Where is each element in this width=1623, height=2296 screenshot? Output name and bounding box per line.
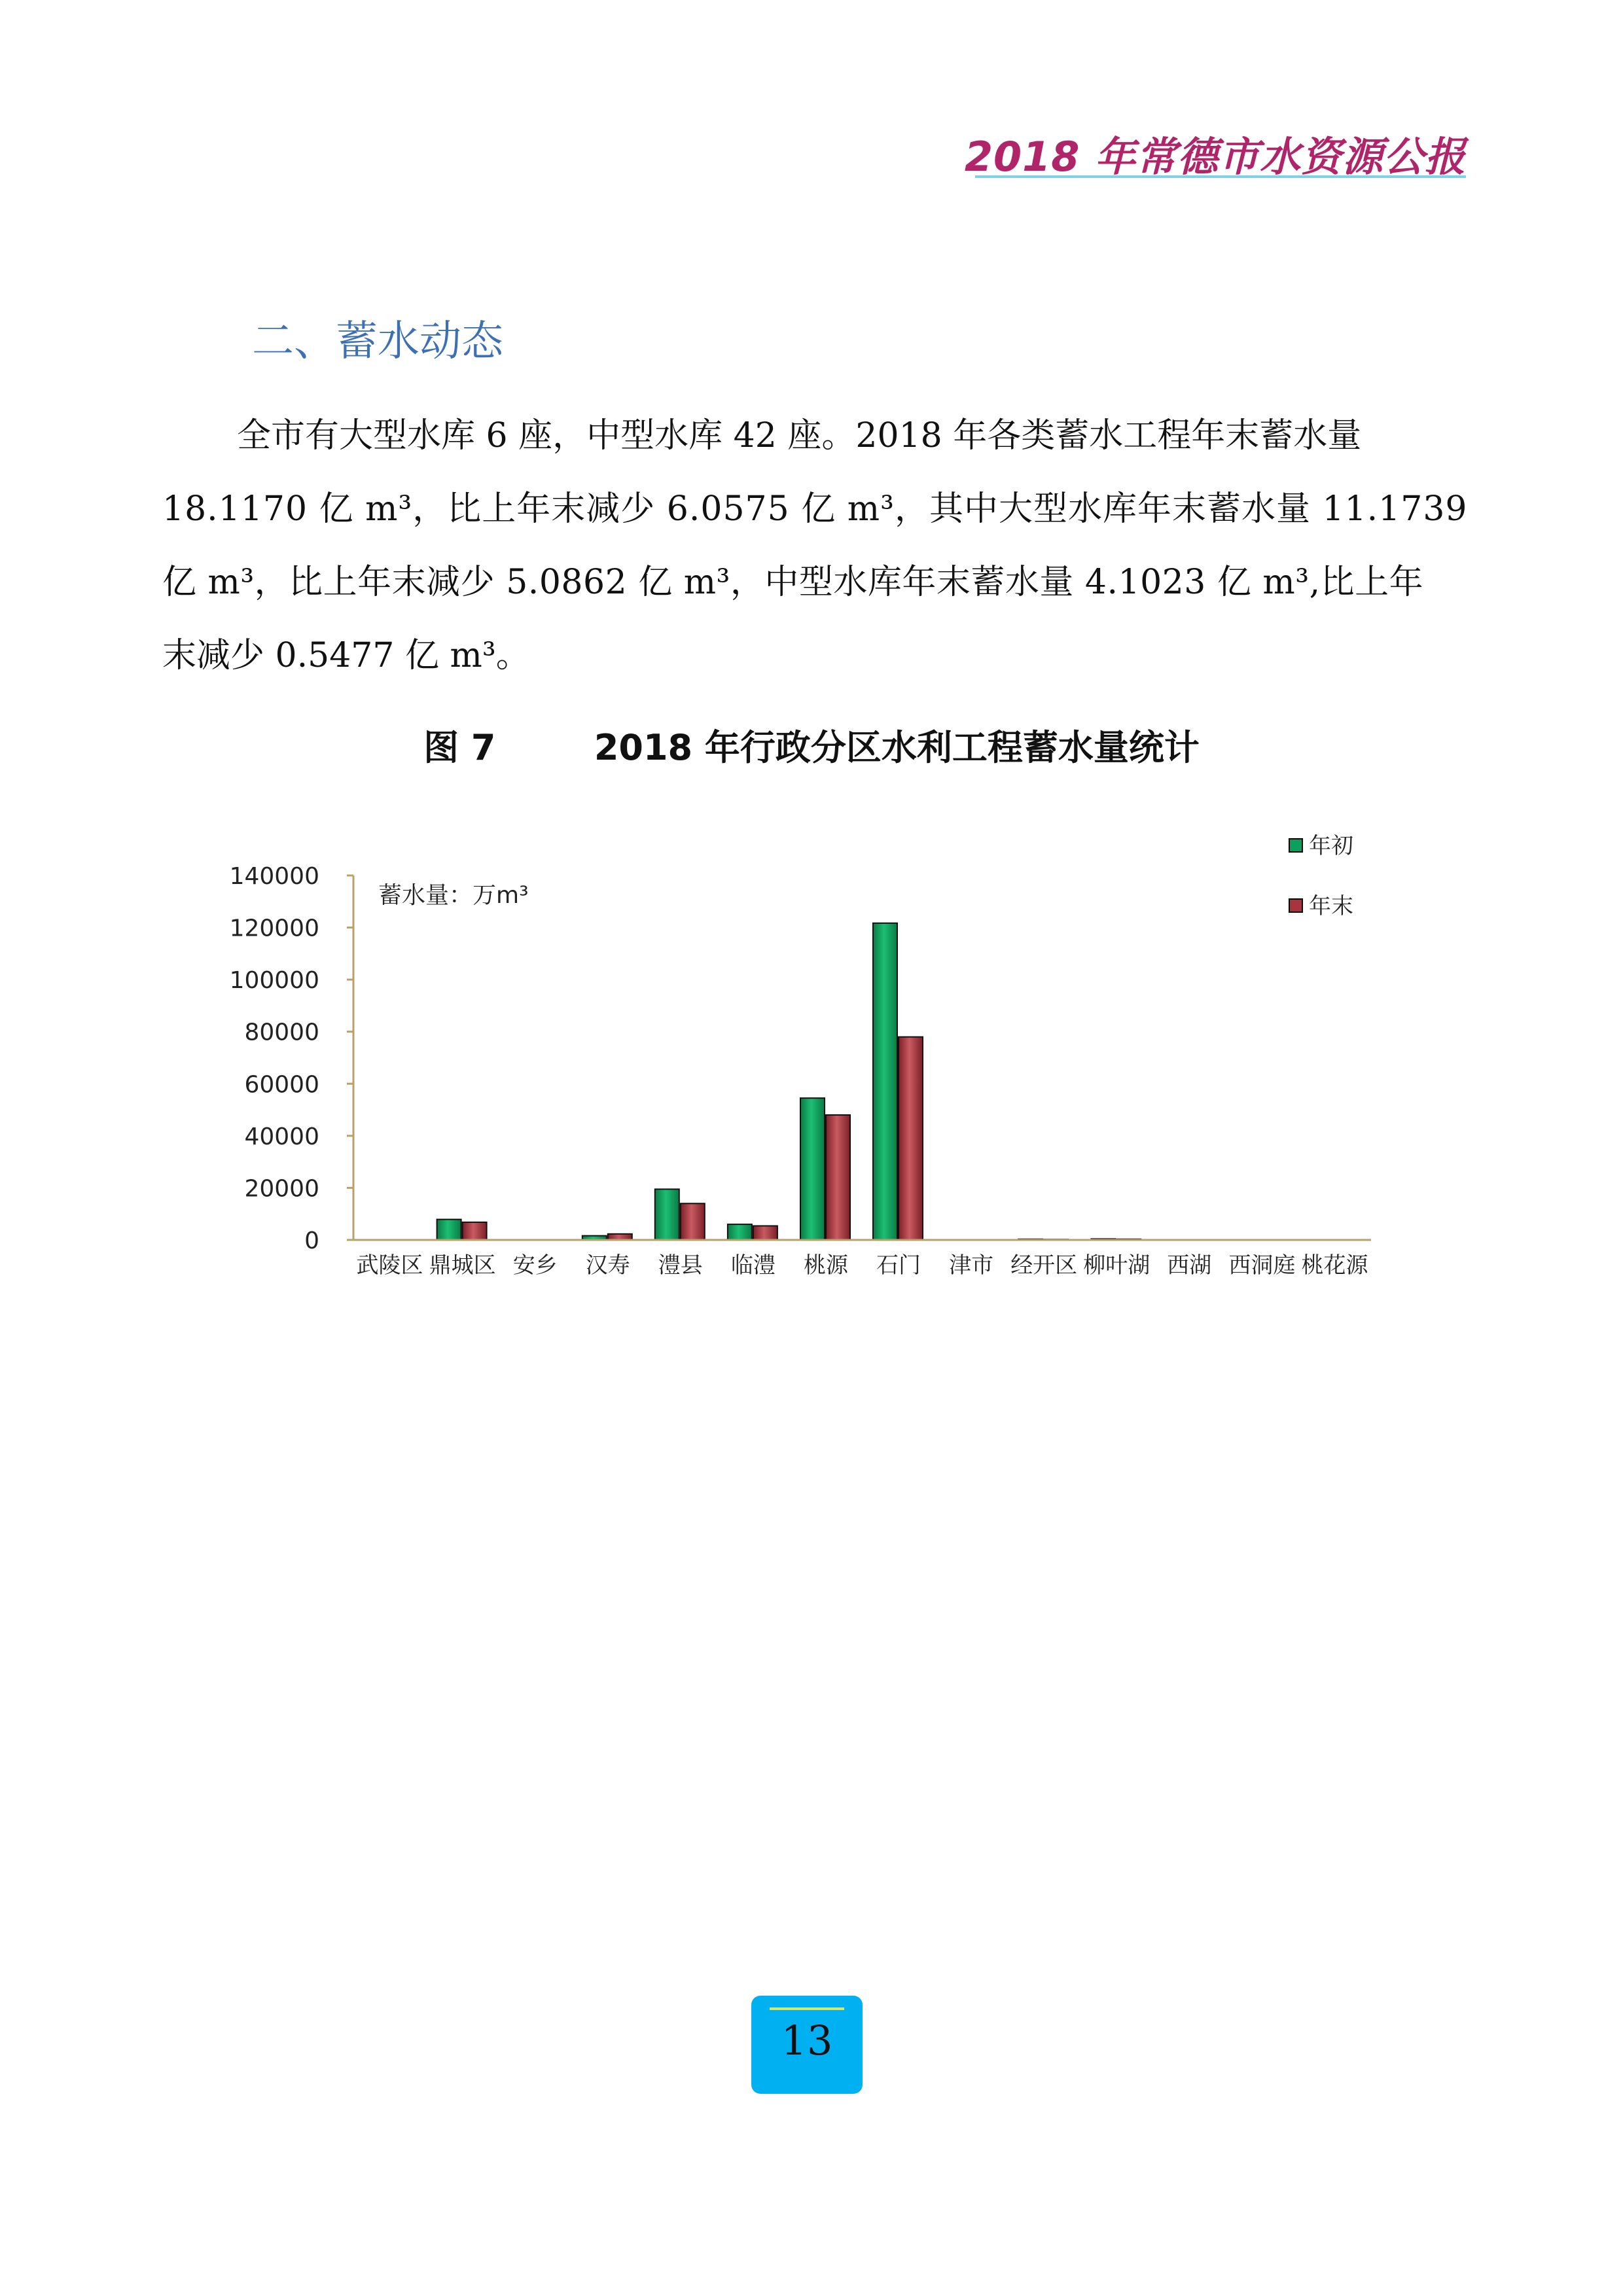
bar-start-8 (873, 923, 897, 1240)
x-tick-label-7: 桃源 (804, 1252, 848, 1279)
y-tick-label-0: 0 (304, 1227, 319, 1254)
chart-bars (437, 923, 1141, 1240)
section-heading: 二、蓄水动态 (252, 317, 503, 366)
chart-legend (1289, 833, 1353, 919)
y-tick-label-1: 20000 (244, 1175, 319, 1203)
bar-end-6 (753, 1226, 777, 1241)
x-tick-label-1: 武陵区 (356, 1252, 423, 1279)
x-tick-label-13: 西洞庭 (1228, 1252, 1296, 1279)
x-tick-label-9: 津市 (949, 1252, 994, 1279)
page-number-rule (770, 2007, 844, 2010)
y-tick-label-6: 120000 (229, 915, 319, 942)
legend-label-start: 年初 (1309, 833, 1353, 859)
x-tick-label-8: 石门 (876, 1252, 921, 1279)
chart-y-ticks (230, 863, 353, 1254)
bar-start-7 (800, 1098, 825, 1240)
y-tick-label-4: 80000 (244, 1019, 319, 1046)
x-tick-label-6: 临澧 (730, 1252, 776, 1279)
report-title: 2018 年常德市水资源公报 (964, 133, 1466, 181)
legend-swatch-start (1289, 839, 1302, 852)
page-number-badge (751, 1996, 863, 2094)
x-tick-label-14: 桃花源 (1301, 1252, 1368, 1279)
y-axis-label: 蓄水量：万m³ (378, 882, 529, 909)
x-tick-label-4: 汉寿 (585, 1252, 630, 1279)
legend-swatch-end (1289, 899, 1302, 912)
bar-end-7 (826, 1115, 850, 1240)
bar-start-6 (728, 1224, 752, 1240)
chart-x-ticks (357, 1252, 1369, 1279)
x-tick-label-10: 经开区 (1010, 1252, 1078, 1279)
bar-end-5 (681, 1203, 705, 1240)
x-tick-label-5: 澧县 (658, 1252, 703, 1279)
paragraph-line-2: 18.1170 亿 m³，比上年末减少 6.0575 亿 m³，其中大型水库年末蓄水量 11.1739 (162, 489, 1468, 529)
paragraph-line-4: 末减少 0.5477 亿 m³。 (162, 636, 530, 675)
bar-end-8 (899, 1037, 923, 1240)
figure-caption: 图 7 2018 年行政分区水利工程蓄水量统计 (423, 727, 1200, 768)
bar-end-2 (463, 1222, 487, 1240)
y-tick-label-5: 100000 (229, 967, 319, 995)
y-tick-label-7: 140000 (229, 863, 319, 890)
bar-start-2 (437, 1220, 461, 1240)
paragraph-line-1: 全市有大型水库 6 座，中型水库 42 座。2018 年各类蓄水工程年末蓄水量 (237, 416, 1362, 455)
page-number: 13 (781, 2017, 833, 2064)
paragraph-line-3: 亿 m³，比上年末减少 5.0862 亿 m³，中型水库年末蓄水量 4.1023 亿 m³,比上年 (162, 563, 1424, 602)
y-tick-label-2: 40000 (244, 1123, 319, 1150)
x-tick-label-11: 柳叶湖 (1083, 1252, 1150, 1279)
y-tick-label-3: 60000 (244, 1071, 319, 1099)
x-tick-label-2: 鼎城区 (429, 1252, 496, 1279)
x-tick-label-3: 安乡 (512, 1252, 558, 1279)
legend-label-end: 年末 (1309, 893, 1353, 919)
x-tick-label-12: 西湖 (1167, 1252, 1212, 1279)
bar-start-5 (655, 1189, 679, 1240)
chart-axes (353, 875, 1371, 1240)
